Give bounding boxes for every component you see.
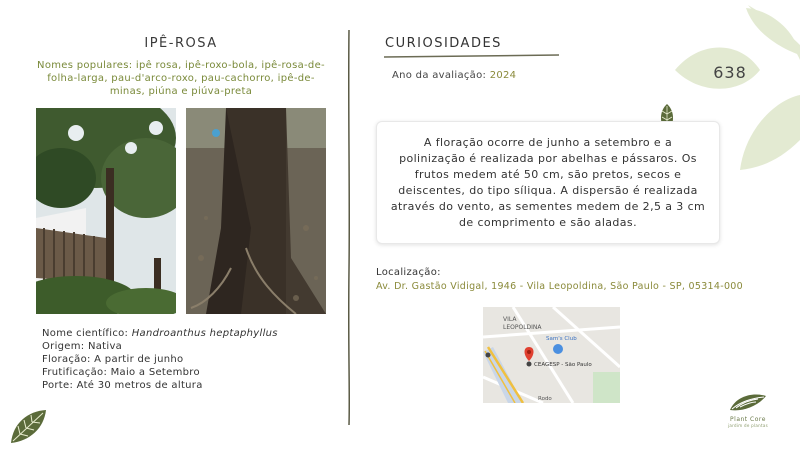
species-info bbox=[42, 327, 278, 392]
fruiting-row: Frutificação: Maio a Setembro bbox=[42, 367, 200, 378]
title-underline bbox=[384, 54, 559, 59]
scientific-name-value: Handroanthus heptaphyllus bbox=[131, 328, 278, 339]
badge-number: 638 bbox=[713, 62, 747, 82]
size-row: Porte: Até 30 metros de altura bbox=[42, 380, 203, 391]
evaluation-year bbox=[392, 70, 516, 81]
origin-row: Origem: Nativa bbox=[42, 341, 123, 352]
tree-photo-canopy bbox=[36, 108, 176, 314]
vertical-divider bbox=[346, 30, 352, 425]
leaf-icon bbox=[8, 408, 48, 446]
location-map[interactable] bbox=[483, 307, 620, 403]
location-address[interactable]: Av. Dr. Gastão Vidigal, 1946 - Vila Leopoldina, São Paulo - SP, 05314-000 bbox=[376, 281, 743, 292]
species-title: IPÊ-ROSA bbox=[144, 36, 218, 51]
curiosities-title: CURIOSIDADES bbox=[385, 36, 502, 51]
plant-core-logo bbox=[718, 390, 778, 428]
curiosity-box bbox=[376, 121, 720, 244]
tree-photo-trunk bbox=[186, 108, 326, 314]
curiosity-text: A floração ocorre de junho a setembro e a polinização é realizada por abelhas e pássaros. Os frutos medem até 50 cm, são pretos, secos e deiscentes, do tipo síliqua. A dispersão é realizada através do vento, as sementes medem de 2,5 a 3 cm de comprimento e são aladas. bbox=[390, 136, 706, 229]
map-district-line2: LEOPOLDINA bbox=[503, 324, 542, 331]
flowering-row: Floração: A partir de junho bbox=[42, 354, 184, 365]
logo-name: Plant Core bbox=[730, 416, 766, 423]
map-place-ceagesp: CEAGESP - São Paulo bbox=[534, 362, 592, 368]
evaluation-year-label: Ano da avaliação: bbox=[392, 70, 490, 81]
logo-tagline: jardim de plantas bbox=[727, 423, 769, 428]
map-district-line1: VILA bbox=[503, 316, 517, 323]
map-road: Rodo bbox=[538, 396, 552, 402]
location-label: Localização: bbox=[376, 267, 441, 278]
scientific-name-label: Nome científico: bbox=[42, 328, 132, 339]
map-place-sams: Sam's Club bbox=[546, 336, 577, 342]
popular-names: Nomes populares: ipê rosa, ipê-roxo-bola, ipê-rosa-de-folha-larga, pau-d'arco-roxo, pau-cachorro, ipê-de-minas, piúna e piúva-preta bbox=[37, 60, 325, 97]
logo-leaf-icon bbox=[728, 390, 768, 412]
scientific-name-row bbox=[42, 327, 278, 340]
evaluation-year-value: 2024 bbox=[489, 70, 517, 81]
